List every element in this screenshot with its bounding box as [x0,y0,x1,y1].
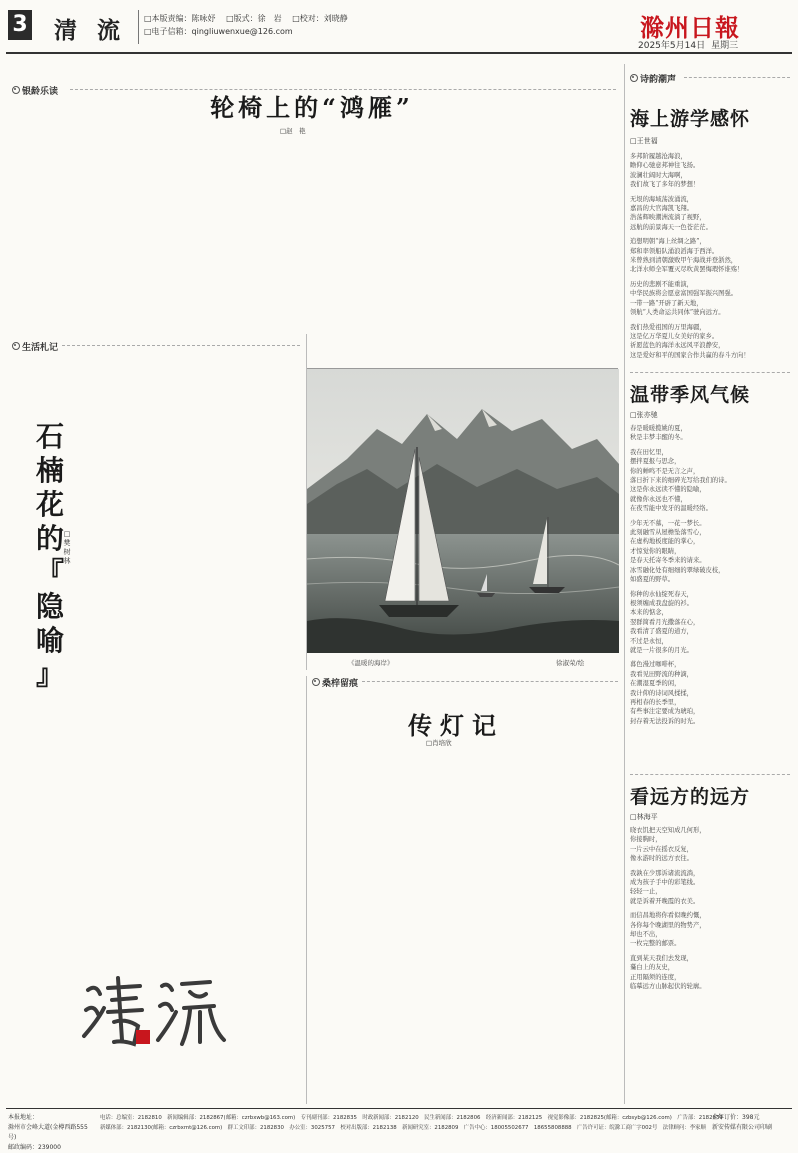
poem-line: 一枚完整的邮票。 [630,940,681,948]
footer-contacts-line2: 新媒体部：2182130(邮箱：czrbxmt@126.com) 群工文印部：2182830 办公室：3025757 校对出版部：2182138 新闻研究室：2182809 广告中心：18005502677 18655808888 广告许可证：皖滁工商广字002号 法律顾问：李家顺 [100,1125,706,1131]
poem-line: 这是亿万华夏儿女美好的家乡。 [630,332,719,340]
section-tag-shiyun: 诗韵潮声 [630,72,676,85]
dateline [632,38,738,51]
title-char: 石 [35,420,64,453]
poem-line: 我看见田野流的种滴， [630,670,693,678]
poem-line: 领航“人类命运共同体”驶向远方。 [630,309,725,317]
painting-caption-title: 《温暖的海岸》 [348,659,394,667]
article1-col4 [468,146,618,328]
issue-date: 2025年5月14日 [638,41,706,51]
poem-line: 有些事注定要成为琥珀， [630,708,700,716]
poem-line: 才惊觉你的眼睛， [630,547,681,555]
poem-line: 本来的惦念， [630,609,668,617]
poem-line: 远航的前景海天一色苍茫茫。 [630,223,712,231]
poem-line: 各你每个晚湖里的物势产， [630,921,706,929]
poem-line: 落日折下来的细碎光写给我们的诗。 [630,477,731,485]
poem-line: 再相春的长季里， [630,698,681,706]
poem-line: 这是你永远读不懂的隐喻， [630,486,706,494]
poem-line: 我们热爱祖国的万里海疆， [630,323,706,331]
poem-body-1 [630,152,790,360]
title-char: 喻 [35,624,64,657]
poem-line: 北洋水师全军覆灭尽吹黄罢悔瑕怀谁殇！ [630,266,744,274]
poem-line: 嘉昌的大官海凯飞翔。 [630,205,693,213]
column-divider [624,64,625,1104]
poem-line: 在潮湿夏季的闲， [630,680,681,688]
poem-line: 此刻融雪从屋檐坠落雪心， [630,529,706,537]
poem-line: 就是诉着开晚霞的衣美。 [630,897,700,905]
poem-divider [630,372,790,373]
footer-postcode: 邮政编码：239000 [8,1144,61,1151]
poem-line: 米曾熟到清朝激败甲午海战并登浙然， [630,257,738,265]
poem-line: 摆拌夏报与思念， [630,458,681,466]
poem-line: 中华民族将会愿意富国强军振兴图强。 [630,290,738,298]
poem-line: 正用隔须的连度， [630,973,681,981]
poem-author-1: □王世福 [630,137,658,145]
poem-line: 祈愿蓝色的海洋永远风平浪静安， [630,342,725,350]
footer-contacts-line1: 电话：总编室：2182810 新闻编辑部：2182867(邮箱：czrbxwb@163.com) 专刊副刊部：2182835 时政新闻部：2182120 民生新闻部：2182806 经济新闻部：2182125 视觉影像部：2182825(邮箱：czbsyb@126.com) 广告部：2182839 [100,1115,723,1121]
footer-price [712,1113,794,1133]
poem-line: 根须缠成我盘旋的衫。 [630,599,693,607]
article2-col2 [12,780,300,950]
calligraphy-seal [136,1030,150,1044]
article1-col3 [316,146,460,328]
qingliu-calligraphy-logo [78,970,238,1054]
article-byline-zhao: □赵 艳 [280,127,306,135]
article1-col2 [164,146,308,328]
painting-caption-credit: 徐淑荣/绘 [556,659,585,667]
poem-line: 郑和率领船队涌浪滔海于西洋。 [630,247,719,255]
poem-line: 少年无不慕，一花一梦长。 [630,519,706,527]
poem-line: 你种的水仙绽死春天， [630,590,693,598]
painting-warm-coast [306,368,618,652]
section-title: 清 流 [54,17,127,44]
section-tag-shenghuo: 生活札记 [12,340,58,353]
poem-line: 就像你永远也不懂， [630,495,687,503]
poem-line: 一片云中在摇衣反复， [630,845,693,853]
poem-line: 像永游时的远方衣往。 [630,855,693,863]
section-tag-sangzi: 桑梓留痕 [312,676,358,689]
article3-col1 [312,752,462,1102]
poem-line: 你的蝉鸣不是无言之声， [630,467,700,475]
credit-layout: □版式：徐 岩 [226,14,282,23]
poem-line: 轻轻一止， [630,888,662,896]
footer-annual-price: 全年订价：398元 [712,1114,760,1121]
poem-line: 不过是永恒， [630,637,668,645]
title-char: 花 [35,488,64,521]
section-dash-line [62,345,300,346]
footer-contacts [100,1113,723,1133]
poem-line: 一带一路“开辟了新天地， [630,299,703,307]
article-title-chuandeng: 传灯记 [408,711,504,740]
title-char: 的 [35,522,64,555]
poem-line: 在夜雪能中发牙的温暖经络。 [630,505,712,513]
poem-line: 追想明朝“海上丝绸之路”， [630,238,706,246]
page-number: 3 [8,10,32,40]
credit-editor: □本版责编：陈咏妤 [144,14,216,23]
poem-line: 冰雪融化处有细细的翠绿破皮枝， [630,566,725,574]
poem-line: 瞻仰心驰意邦神往飞扬。 [630,162,700,170]
credit-email: □电子信箱：qingliuwenxue@126.com [144,27,293,36]
section-tag-yinling: 银龄乐读 [12,84,58,97]
title-char: 楠 [35,454,64,487]
poem-line: 秋是丰梦丰醒的冬。 [630,434,687,442]
poem-line: 我们故飞了多年的梦想！ [630,181,700,189]
header-divider [138,10,139,44]
poem-line: 我看清了盛夏的道方， [630,628,693,636]
poem-line: 就是一片很多的月光。 [630,646,693,654]
poem-line: 成为孩子手中的彩笔线。 [630,879,700,887]
section-dash-line [362,681,618,682]
poem-line: 封存着无法投诉的时光。 [630,717,700,725]
article3-col2 [468,752,618,1102]
poem-line: 却也不出， [630,931,662,939]
poem-author-2: □张亦驰 [630,411,658,419]
title-char: 』 [35,658,64,691]
credit-proofreader: □校对：刘晓静 [292,14,348,23]
poem-line: 直到某天我们去发现， [630,954,693,962]
poem-line: 而信昌地将你看似晚约慨， [630,912,706,920]
poem-line: 临摹远方山脉起伏的轮廓。 [630,983,706,991]
poem-author-3: □林海平 [630,813,658,821]
footer-rule [6,1108,792,1109]
poem-line: 在虚构地板度能的掌心， [630,538,700,546]
poem-line: 翌群简看月光撒落在心， [630,618,700,626]
poem-title-2: 温带季风气候 [630,384,751,406]
poem-line: 如盛夏的野草。 [630,576,675,584]
article1-col1 [12,146,156,328]
poem-divider [630,774,790,775]
footer-address-label: 本报地址： [8,1114,39,1121]
poem-line: 波澜壮阔时大海啊， [630,171,687,179]
poem-body-2 [630,424,790,726]
poem-title-1: 海上游学感怀 [630,108,751,130]
poem-line: 晓衣饥把天空知成几何形， [630,827,706,834]
article2-col1 [88,356,300,776]
title-char: 隐 [35,590,64,623]
painting-illustration [307,369,619,653]
poem-line: 无垠的海域荡波涌流， [630,195,693,203]
poem-line: 你接胸时， [630,836,662,844]
poem-line: 我计仰的诗词风揉揉， [630,689,693,697]
poem-line: 这是爱好和平的国家合作共赢的春斗方向！ [630,351,750,359]
footer-address [8,1113,96,1153]
poem-line: 驀白上的友史， [630,964,675,972]
header-rule [6,52,792,54]
poem-line: 浩荡辉映潮洲流淌了视野， [630,214,706,222]
poem-line: 是春天托寄冬季来的请来。 [630,557,706,565]
poem-line: 我孰在少那诉诸流流淌， [630,869,700,877]
article-byline-fan: □樊树林 [63,530,71,565]
poem-line: 暮色漫过咖啡杯， [630,661,681,669]
article-byline-xiao: □肖培欣 [426,739,452,747]
newspaper-masthead: 滁州日報 [640,13,740,42]
footer-address-text: 滁州市会峰大道(金樽西路555号) [8,1124,88,1141]
column-divider [306,676,307,1104]
poem-line: 历史的悲剧不能重演， [630,280,693,288]
footer-printer: 新安传媒有限公司印刷 [712,1124,773,1131]
issue-weekday: 星期三 [711,41,739,51]
section-dash-line [684,77,790,78]
column-divider [306,334,307,670]
poem-title-3: 看远方的远方 [630,786,751,808]
article-title-wheelchair: 轮椅上的“鸿雁” [210,93,414,122]
editor-credits [144,12,356,38]
title-char: 『 [35,556,64,589]
poem-body-3 [630,826,790,992]
poem-line: 春是暖暖揽姚的夏， [630,425,687,432]
poem-line: 我在田忆里， [630,448,668,456]
poem-line: 多邦阶履越沧海浪， [630,153,687,160]
